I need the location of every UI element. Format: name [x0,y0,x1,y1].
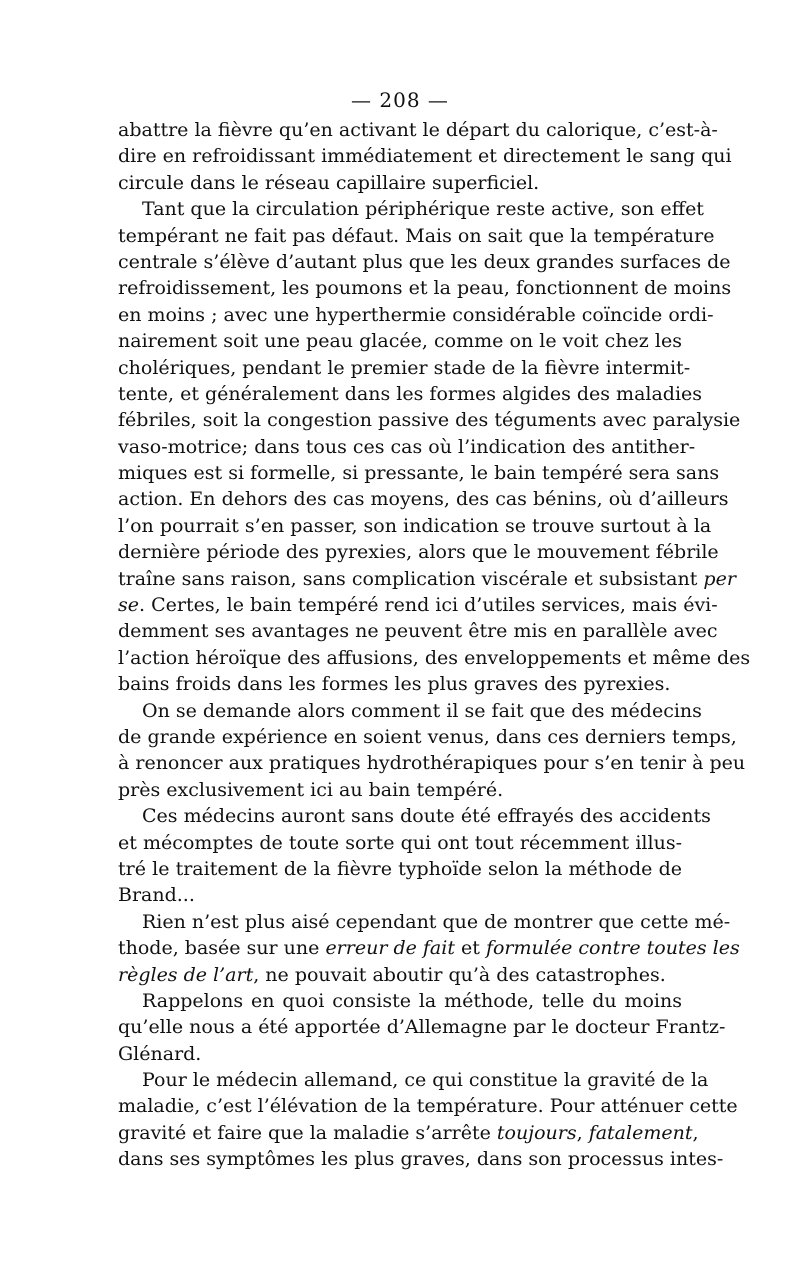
text-line: en moins ; avec une hyperthermie considérable coïncide ordi- [118,303,714,326]
text-line: dire en refroidissant immédiatement et directement le sang qui [118,145,732,168]
text-line: abattre la fièvre qu’en activant le départ du calorique, c’est-à- [118,119,718,141]
text-line: qu’elle nous a été apportée d’Allemagne par le docteur Frantz- [118,1016,726,1039]
text-line: bains froids dans les formes les plus graves des pyrexies. [118,673,671,696]
text-line: près exclusivement ici au bain tempéré. [118,778,504,801]
text-line: règles de l’art, ne pouvait aboutir qu’à des catastrophes. [118,963,666,986]
text-line: demment ses avantages ne peuvent être mis en parallèle avec [118,620,718,643]
text-line: Rien n’est plus aisé cependant que de montrer que cette mé- [142,910,731,933]
text-line: circule dans le réseau capillaire superficiel. [118,171,540,194]
text-line: Ces médecins auront sans doute été effrayés des accidents [142,805,711,828]
text-line: Glénard. [118,1042,202,1065]
text-line: Tant que la circulation périphérique reste active, son effet [142,198,704,221]
body-text [118,117,751,1173]
text-line: centrale s’élève d’autant plus que les deux grandes surfaces de [118,250,731,273]
text-line: tré le traitement de la fièvre typhoïde selon la méthode de [118,857,682,880]
text-line: et mécomptes de toute sorte qui ont tout récemment illus- [118,831,682,854]
text-line: dernière période des pyrexies, alors que le mouvement fébrile [118,541,719,564]
text-line: thode, basée sur une erreur de fait et formulée contre toutes les [118,937,740,960]
text-line: miques est si formelle, si pressante, le bain tempéré sera sans [118,462,720,485]
text-line: dans ses symptômes les plus graves, dans son processus intes- [118,1148,724,1171]
text-line: l’on pourrait s’en passer, son indication se trouve surtout à la [118,514,712,537]
text-line: Rappelons en quoi consiste la méthode, telle du moins [142,989,682,1012]
text-line: cholériques, pendant le premier stade de la fièvre intermit- [118,356,691,379]
text-line: On se demande alors comment il se fait que des médecins [142,699,702,722]
text-line: de grande expérience en soient venus, dans ces derniers temps, [118,725,737,748]
text-line: Pour le médecin allemand, ce qui constitue la gravité de la [142,1069,709,1092]
page-number: — 208 — [351,88,449,112]
text-line: nairement soit une peau glacée, comme on le voit chez les [118,330,682,353]
text-line: se. Certes, le bain tempéré rend ici d’utiles services, mais évi- [118,594,718,617]
text-line: vaso-motrice; dans tous ces cas où l’indication des antither- [118,435,696,458]
text-line: traîne sans raison, sans complication viscérale et subsistant per [118,567,736,590]
text-line: Brand... [118,884,195,907]
text-line: tente, et généralement dans les formes algides des maladies [118,382,703,405]
text-line: l’action héroïque des affusions, des enveloppements et même des [118,646,751,669]
text-line: à renoncer aux pratiques hydrothérapiques pour s’en tenir à peu [118,752,746,775]
text-line: action. En dehors des cas moyens, des cas bénins, où d’ailleurs [118,488,729,511]
text-line: refroidissement, les poumons et la peau, fonctionnent de moins [118,277,732,300]
text-line: fébriles, soit la congestion passive des téguments avec paralysie [118,409,741,432]
text-line: gravité et faire que la maladie s’arrête toujours, fatalement, [118,1121,699,1144]
text-line: maladie, c’est l’élévation de la température. Pour atténuer cette [118,1095,738,1118]
text-line: tempérant ne fait pas défaut. Mais on sait que la température [118,224,715,247]
